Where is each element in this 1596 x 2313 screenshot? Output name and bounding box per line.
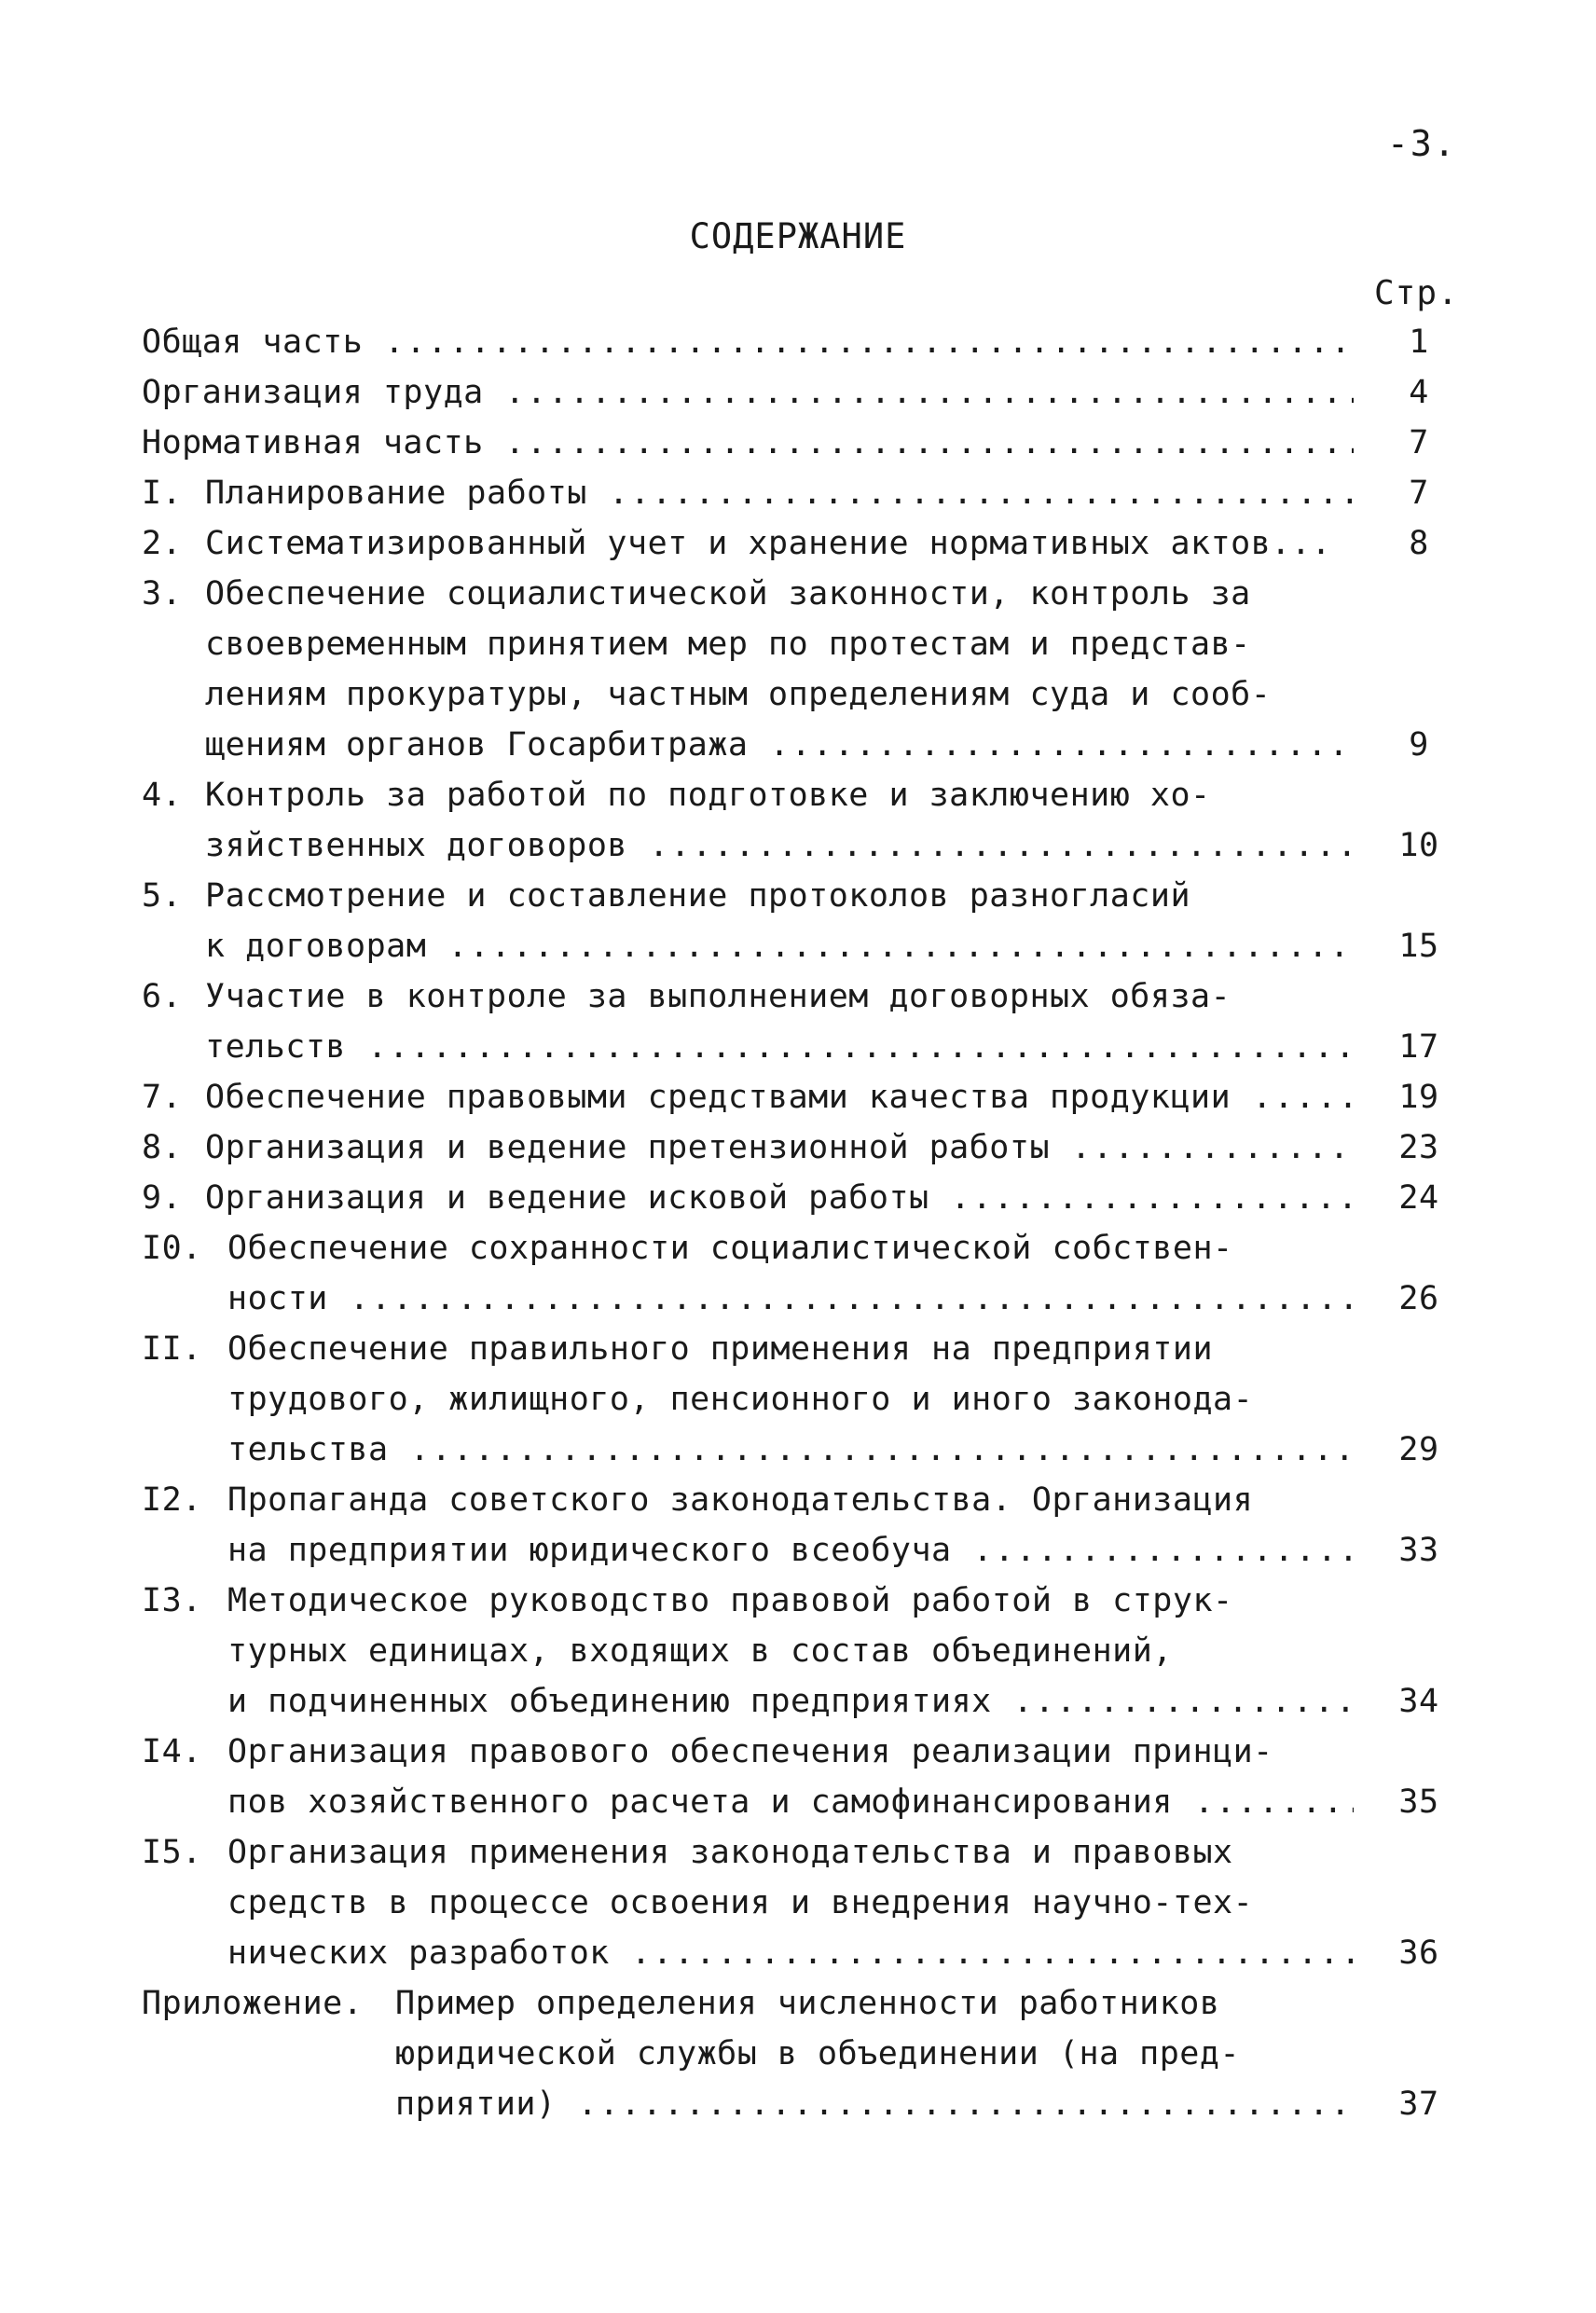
table-of-contents bbox=[142, 317, 1456, 2129]
toc-entry-line bbox=[142, 1122, 1456, 1173]
toc-entry-line bbox=[142, 820, 1456, 871]
toc-entry-number: II. bbox=[142, 1330, 202, 1368]
toc-entry-page: 26 bbox=[1398, 1280, 1439, 1317]
toc-entry-number: 7. bbox=[142, 1079, 183, 1116]
toc-entry-text: нических разработок ..... bbox=[227, 1928, 1354, 1978]
toc-entry-line bbox=[142, 1727, 1456, 1777]
toc-entry-text: Обеспечение сохранности социалистической собствен- bbox=[227, 1230, 1233, 1267]
toc-entry-page: 9 bbox=[1409, 726, 1429, 764]
toc-entry-line bbox=[142, 1777, 1456, 1827]
toc-entry-text: Нормативная часть ..... bbox=[142, 418, 1354, 468]
toc-entry-text: пов хозяйственного расчета и самофинансирования ..... bbox=[227, 1777, 1354, 1827]
toc-entry-page: 7 bbox=[1409, 424, 1429, 461]
toc-entry-line bbox=[142, 1425, 1456, 1475]
toc-entry-line bbox=[142, 1223, 1456, 1274]
toc-entry-page: 29 bbox=[1398, 1431, 1439, 1468]
toc-entry-line bbox=[142, 1072, 1456, 1122]
toc-entry-page: 19 bbox=[1398, 1079, 1439, 1116]
toc-entry-page: 34 bbox=[1398, 1683, 1439, 1720]
toc-entry-text: к договорам ..... bbox=[205, 921, 1354, 971]
toc-entry-line bbox=[142, 1676, 1456, 1727]
toc-entry-page: 36 bbox=[1398, 1934, 1439, 1972]
toc-entry-page: 8 bbox=[1409, 525, 1429, 562]
toc-entry-page: 23 bbox=[1398, 1129, 1439, 1166]
toc-entry-page: 17 bbox=[1398, 1028, 1439, 1066]
toc-entry-text: на предприятии юридического всеобуча ..... bbox=[227, 1525, 1354, 1576]
toc-entry-number: 4. bbox=[142, 777, 183, 814]
toc-entry-line bbox=[142, 770, 1456, 820]
toc-entry-text: Обеспечение правильного применения на предприятии bbox=[227, 1330, 1214, 1368]
toc-entry-line bbox=[142, 1878, 1456, 1928]
toc-entry-text: Организация и ведение исковой работы ..... bbox=[205, 1173, 1354, 1223]
toc-entry-page: 33 bbox=[1398, 1532, 1439, 1569]
toc-entry-text: Рассмотрение и составление протоколов разногласий bbox=[205, 877, 1191, 915]
toc-entry-number: I. bbox=[142, 475, 183, 512]
page-column-header: Стр. bbox=[1374, 274, 1459, 312]
toc-entry-line bbox=[142, 1022, 1456, 1072]
toc-entry-number: I0. bbox=[142, 1230, 202, 1267]
toc-entry-line bbox=[142, 1626, 1456, 1676]
toc-entry-page: 7 bbox=[1409, 475, 1429, 512]
toc-entry-line bbox=[142, 1827, 1456, 1878]
toc-entry-page: 4 bbox=[1409, 374, 1429, 411]
toc-entry-text: и подчиненных объединению предприятиях ..... bbox=[227, 1676, 1354, 1727]
toc-entry-line bbox=[142, 619, 1456, 669]
toc-entry-text: Методическое руководство правовой работой в струк- bbox=[227, 1582, 1233, 1619]
toc-entry-text: лениям прокуратуры, частным определениям суда и сооб- bbox=[205, 676, 1272, 713]
toc-entry-text: Пример определения численности работников bbox=[395, 1985, 1220, 2022]
toc-entry-line bbox=[142, 367, 1456, 418]
toc-entry-line bbox=[142, 1475, 1456, 1525]
toc-entry-number: 5. bbox=[142, 877, 183, 915]
toc-entry-line bbox=[142, 921, 1456, 971]
toc-entry-text: ности ..... bbox=[227, 1274, 1354, 1324]
page-number: -3. bbox=[1387, 123, 1457, 164]
toc-entry-text: трудового, жилищного, пенсионного и иного законода- bbox=[227, 1381, 1254, 1418]
toc-entry-number: 8. bbox=[142, 1129, 183, 1166]
toc-entry-text: тельства ..... bbox=[227, 1425, 1354, 1475]
toc-entry-text: приятии) ..... bbox=[395, 2079, 1354, 2129]
toc-entry-text: Общая часть ..... bbox=[142, 317, 1354, 367]
toc-entry-line bbox=[142, 1274, 1456, 1324]
toc-entry-text: средств в процессе освоения и внедрения научно-тех- bbox=[227, 1884, 1254, 1921]
toc-entry-line bbox=[142, 1576, 1456, 1626]
toc-entry-line bbox=[142, 418, 1456, 468]
toc-entry-page: 35 bbox=[1398, 1783, 1439, 1821]
toc-entry-line bbox=[142, 518, 1456, 569]
toc-entry-number: I2. bbox=[142, 1481, 202, 1519]
toc-entry-page: 15 bbox=[1398, 928, 1439, 965]
toc-entry-line bbox=[142, 2079, 1456, 2129]
toc-entry-text: щениям органов Госарбитража ..... bbox=[205, 720, 1354, 770]
toc-entry-text: Организация применения законодательства и правовых bbox=[227, 1834, 1233, 1871]
toc-entry-text: турных единицах, входящих в состав объединений, bbox=[227, 1632, 1173, 1670]
toc-entry-line bbox=[142, 871, 1456, 921]
toc-entry-number: 6. bbox=[142, 978, 183, 1015]
toc-entry-page: 24 bbox=[1398, 1179, 1439, 1217]
toc-entry-number: 9. bbox=[142, 1179, 183, 1217]
toc-entry-number: Приложение. bbox=[142, 1985, 364, 2022]
toc-entry-page: 37 bbox=[1398, 2086, 1439, 2123]
page-title: СОДЕРЖАНИЕ bbox=[689, 216, 907, 256]
toc-entry-line bbox=[142, 317, 1456, 367]
toc-entry-line bbox=[142, 720, 1456, 770]
toc-entry-text: тельств ..... bbox=[205, 1022, 1354, 1072]
toc-entry-line bbox=[142, 1928, 1456, 1978]
toc-entry-line bbox=[142, 2029, 1456, 2079]
toc-entry-text: своевременным принятием мер по протестам и представ- bbox=[205, 626, 1251, 663]
toc-entry-number: I3. bbox=[142, 1582, 202, 1619]
toc-entry-line bbox=[142, 1324, 1456, 1374]
toc-entry-page: 1 bbox=[1409, 324, 1429, 361]
toc-entry-number: I4. bbox=[142, 1733, 202, 1770]
toc-entry-line bbox=[142, 468, 1456, 518]
toc-entry-number: 3. bbox=[142, 575, 183, 613]
toc-entry-text: Обеспечение правовыми средствами качества продукции ..... bbox=[205, 1072, 1354, 1122]
toc-entry-text: Организация труда ..... bbox=[142, 367, 1354, 418]
toc-entry-text: юридической службы в объединении (на пред- bbox=[395, 2035, 1241, 2072]
toc-entry-line bbox=[142, 569, 1456, 619]
toc-entry-line bbox=[142, 1525, 1456, 1576]
toc-entry-line bbox=[142, 1173, 1456, 1223]
toc-entry-line bbox=[142, 1374, 1456, 1425]
toc-entry-line bbox=[142, 669, 1456, 720]
toc-entry-line bbox=[142, 971, 1456, 1022]
toc-entry-text: Систематизированный учет и хранение нормативных актов... ..... bbox=[205, 518, 1354, 569]
toc-entry-number: I5. bbox=[142, 1834, 202, 1871]
toc-entry-number: 2. bbox=[142, 525, 183, 562]
toc-entry-line bbox=[142, 1978, 1456, 2029]
toc-entry-page: 10 bbox=[1398, 827, 1439, 864]
toc-entry-text: Организация правового обеспечения реализации принци- bbox=[227, 1733, 1273, 1770]
toc-entry-text: зяйственных договоров ..... bbox=[205, 820, 1354, 871]
toc-entry-text: Пропаганда советского законодательства. Организация bbox=[227, 1481, 1254, 1519]
toc-entry-text: Планирование работы ..... bbox=[205, 468, 1354, 518]
toc-entry-text: Участие в контроле за выполнением договорных обяза- bbox=[205, 978, 1231, 1015]
toc-entry-text: Обеспечение социалистической законности, контроль за bbox=[205, 575, 1251, 613]
toc-entry-text: Организация и ведение претензионной работы ..... bbox=[205, 1122, 1354, 1173]
toc-entry-text: Контроль за работой по подготовке и заключению хо- bbox=[205, 777, 1211, 814]
